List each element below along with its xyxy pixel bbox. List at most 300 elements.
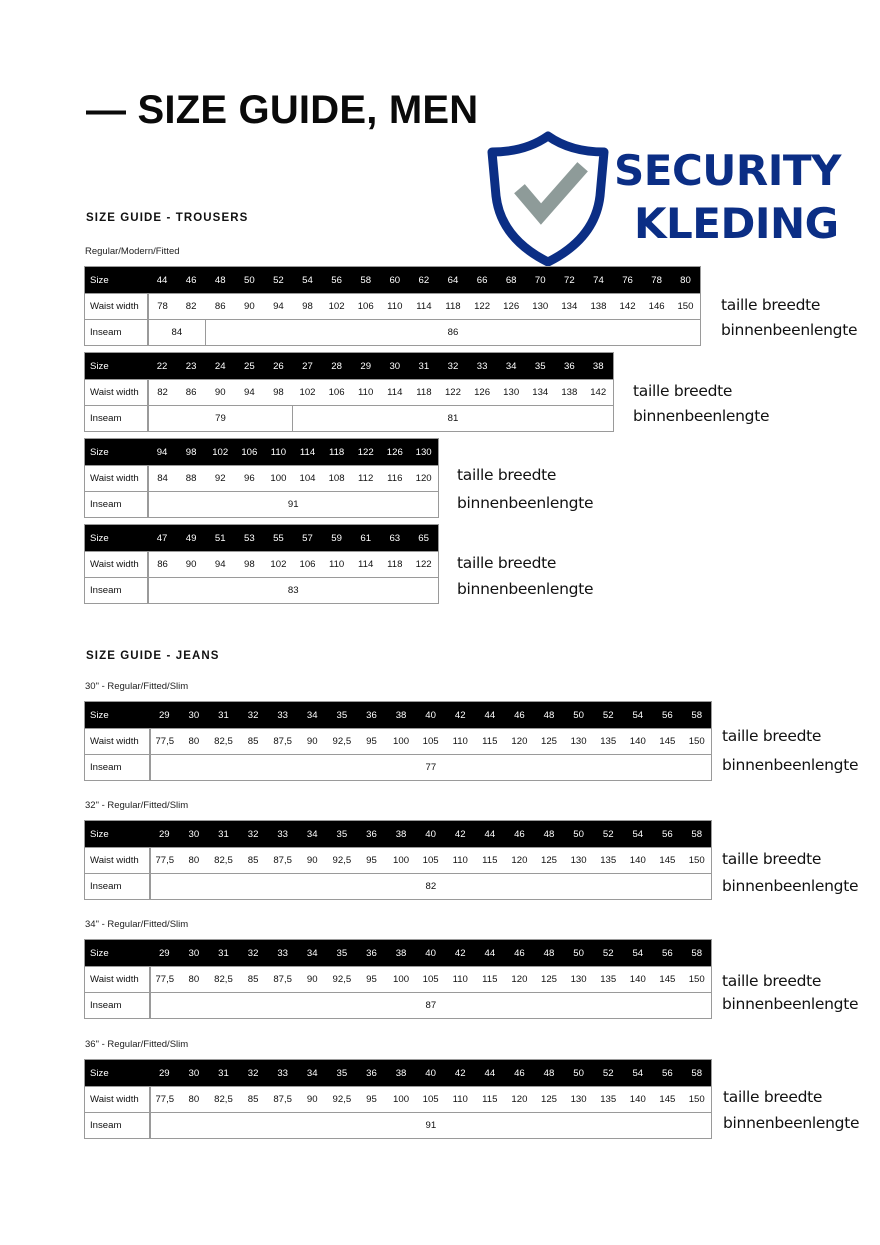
inseam-label: Inseam (85, 320, 148, 346)
waist-cell: 77,5 (150, 1087, 180, 1113)
size-label: Size (85, 525, 148, 552)
size-cell: 42 (445, 821, 475, 848)
inseam-row (85, 874, 712, 900)
size-cell: 38 (584, 353, 613, 380)
waist-note: taille breedte (723, 1088, 823, 1106)
size-cell: 61 (351, 525, 380, 552)
size-cell: 34 (297, 702, 327, 729)
size-cell: 68 (497, 267, 526, 294)
size-cell: 38 (386, 1060, 416, 1087)
waist-cell: 140 (623, 729, 653, 755)
waist-cell: 90 (297, 1087, 327, 1113)
waist-cell: 135 (593, 729, 623, 755)
size-cell: 42 (445, 1060, 475, 1087)
inseam-cell: 81 (293, 406, 613, 432)
waist-label: Waist width (85, 294, 148, 320)
inseam-row (85, 492, 439, 518)
waist-cell: 116 (380, 466, 409, 492)
size-cell: 98 (177, 439, 206, 466)
waist-cell: 87,5 (268, 848, 298, 874)
size-cell: 58 (682, 702, 712, 729)
logo-line-2: KLEDING (634, 199, 839, 248)
waist-cell: 135 (593, 967, 623, 993)
waist-cell: 110 (351, 380, 380, 406)
waist-cell: 98 (293, 294, 322, 320)
inseam-label: Inseam (85, 406, 148, 432)
waist-note: taille breedte (457, 466, 557, 484)
waist-cell: 106 (322, 380, 351, 406)
size-cell: 40 (416, 1060, 446, 1087)
size-cell: 44 (475, 940, 505, 967)
waist-note: taille breedte (722, 850, 822, 868)
size-cell: 33 (268, 1060, 298, 1087)
waist-cell: 138 (555, 380, 584, 406)
waist-cell: 138 (584, 294, 613, 320)
size-cell: 38 (386, 821, 416, 848)
waist-cell: 112 (351, 466, 380, 492)
waist-cell: 98 (264, 380, 293, 406)
waist-cell: 110 (322, 552, 351, 578)
waist-cell: 82 (177, 294, 206, 320)
size-cell: 24 (206, 353, 235, 380)
size-cell: 36 (357, 1060, 387, 1087)
waist-cell: 115 (475, 848, 505, 874)
size-cell: 50 (235, 267, 264, 294)
waist-cell: 130 (564, 967, 594, 993)
waist-cell: 120 (505, 848, 535, 874)
size-cell: 60 (380, 267, 409, 294)
size-cell: 110 (264, 439, 293, 466)
waist-cell: 80 (179, 1087, 209, 1113)
waist-cell: 78 (148, 294, 177, 320)
size-cell: 32 (238, 821, 268, 848)
trousers-heading: SIZE GUIDE - TROUSERS (86, 212, 249, 224)
waist-cell: 134 (555, 294, 584, 320)
size-row (85, 267, 701, 294)
size-cell: 78 (642, 267, 671, 294)
waist-cell: 102 (322, 294, 351, 320)
waist-cell: 105 (416, 1087, 446, 1113)
waist-label: Waist width (85, 967, 150, 993)
waist-cell: 140 (623, 967, 653, 993)
size-cell: 54 (623, 940, 653, 967)
waist-cell: 110 (445, 729, 475, 755)
waist-cell: 145 (653, 848, 683, 874)
size-cell: 54 (293, 267, 322, 294)
waist-cell: 86 (177, 380, 206, 406)
waist-cell: 140 (623, 848, 653, 874)
inseam-label: Inseam (85, 755, 150, 781)
size-cell: 49 (177, 525, 206, 552)
size-cell: 29 (150, 702, 180, 729)
size-cell: 36 (357, 821, 387, 848)
size-cell: 42 (445, 702, 475, 729)
size-cell: 56 (653, 702, 683, 729)
size-cell: 50 (564, 940, 594, 967)
inseam-cell: 77 (150, 755, 712, 781)
size-cell: 36 (357, 940, 387, 967)
inseam-cell: 91 (148, 492, 439, 518)
waist-cell: 85 (238, 1087, 268, 1113)
size-cell: 35 (327, 821, 357, 848)
size-cell: 72 (555, 267, 584, 294)
size-cell: 63 (380, 525, 409, 552)
waist-cell: 115 (475, 1087, 505, 1113)
logo-line-1: SECURITY (614, 146, 841, 195)
size-cell: 52 (593, 1060, 623, 1087)
trousers-size-table (84, 266, 701, 346)
size-cell: 114 (293, 439, 322, 466)
size-cell: 34 (497, 353, 526, 380)
waist-cell: 77,5 (150, 729, 180, 755)
waist-cell: 90 (297, 729, 327, 755)
size-cell: 58 (682, 821, 712, 848)
waist-cell: 100 (386, 848, 416, 874)
waist-note: taille breedte (722, 972, 822, 990)
size-cell: 76 (613, 267, 642, 294)
inseam-cell: 91 (150, 1113, 712, 1139)
waist-cell: 90 (177, 552, 206, 578)
waist-label: Waist width (85, 729, 150, 755)
waist-row (85, 466, 439, 492)
size-cell: 53 (235, 525, 264, 552)
waist-cell: 120 (505, 1087, 535, 1113)
inseam-note: binnenbeenlengte (457, 580, 594, 598)
waist-cell: 150 (671, 294, 700, 320)
waist-cell: 84 (148, 466, 177, 492)
waist-cell: 82 (148, 380, 177, 406)
inseam-label: Inseam (85, 578, 148, 604)
waist-cell: 110 (445, 1087, 475, 1113)
waist-cell: 77,5 (150, 967, 180, 993)
size-cell: 40 (416, 702, 446, 729)
size-cell: 54 (623, 1060, 653, 1087)
waist-cell: 145 (653, 729, 683, 755)
size-cell: 22 (148, 353, 177, 380)
security-kleding-logo (486, 128, 866, 268)
waist-cell: 100 (386, 967, 416, 993)
waist-cell: 125 (534, 967, 564, 993)
size-label: Size (85, 821, 150, 848)
waist-cell: 105 (416, 848, 446, 874)
waist-cell: 118 (438, 294, 467, 320)
waist-cell: 125 (534, 848, 564, 874)
inseam-row (85, 578, 439, 604)
waist-cell: 130 (497, 380, 526, 406)
check-mark (524, 172, 578, 214)
inseam-row (85, 755, 712, 781)
size-cell: 94 (148, 439, 177, 466)
inseam-row (85, 406, 614, 432)
waist-cell: 134 (526, 380, 555, 406)
size-cell: 30 (179, 821, 209, 848)
trousers-subheading: Regular/Modern/Fitted (85, 246, 180, 257)
waist-note: taille breedte (721, 296, 821, 314)
waist-cell: 87,5 (268, 967, 298, 993)
size-cell: 50 (564, 821, 594, 848)
size-cell: 52 (593, 821, 623, 848)
waist-cell: 80 (179, 729, 209, 755)
waist-cell: 118 (380, 552, 409, 578)
size-cell: 34 (297, 940, 327, 967)
size-cell: 48 (534, 1060, 564, 1087)
size-cell: 56 (322, 267, 351, 294)
waist-cell: 82,5 (209, 1087, 239, 1113)
waist-row (85, 294, 701, 320)
size-cell: 59 (322, 525, 351, 552)
size-cell: 44 (475, 821, 505, 848)
waist-cell: 110 (445, 848, 475, 874)
jeans-table-0-subheading: 30" - Regular/Fitted/Slim (85, 681, 189, 692)
size-cell: 46 (505, 1060, 535, 1087)
size-row (85, 702, 712, 729)
size-cell: 47 (148, 525, 177, 552)
waist-cell: 150 (682, 1087, 712, 1113)
waist-cell: 92,5 (327, 848, 357, 874)
waist-cell: 98 (235, 552, 264, 578)
waist-cell: 95 (357, 967, 387, 993)
size-cell: 65 (409, 525, 438, 552)
waist-label: Waist width (85, 466, 148, 492)
waist-cell: 120 (409, 466, 438, 492)
size-label: Size (85, 940, 150, 967)
waist-cell: 102 (293, 380, 322, 406)
waist-cell: 90 (235, 294, 264, 320)
size-cell: 58 (682, 940, 712, 967)
waist-cell: 130 (526, 294, 555, 320)
size-cell: 38 (386, 940, 416, 967)
waist-label: Waist width (85, 552, 148, 578)
size-cell: 48 (534, 940, 564, 967)
waist-cell: 122 (409, 552, 438, 578)
size-cell: 28 (322, 353, 351, 380)
size-row (85, 1060, 712, 1087)
size-label: Size (85, 439, 148, 466)
inseam-label: Inseam (85, 492, 148, 518)
waist-cell: 142 (613, 294, 642, 320)
size-cell: 34 (297, 1060, 327, 1087)
inseam-row (85, 1113, 712, 1139)
waist-label: Waist width (85, 1087, 150, 1113)
waist-cell: 90 (206, 380, 235, 406)
waist-cell: 145 (653, 1087, 683, 1113)
waist-cell: 102 (264, 552, 293, 578)
waist-cell: 106 (293, 552, 322, 578)
waist-cell: 87,5 (268, 729, 298, 755)
waist-row (85, 729, 712, 755)
waist-cell: 92,5 (327, 1087, 357, 1113)
waist-label: Waist width (85, 380, 148, 406)
size-cell: 32 (438, 353, 467, 380)
waist-cell: 85 (238, 729, 268, 755)
size-cell: 51 (206, 525, 235, 552)
size-cell: 54 (623, 702, 653, 729)
size-cell: 30 (179, 702, 209, 729)
waist-cell: 82,5 (209, 967, 239, 993)
size-cell: 58 (682, 1060, 712, 1087)
waist-cell: 115 (475, 729, 505, 755)
waist-cell: 95 (357, 729, 387, 755)
size-cell: 57 (293, 525, 322, 552)
page-title: — SIZE GUIDE, MEN (86, 88, 479, 132)
size-cell: 52 (264, 267, 293, 294)
waist-cell: 140 (623, 1087, 653, 1113)
size-cell: 33 (268, 821, 298, 848)
waist-cell: 95 (357, 1087, 387, 1113)
waist-cell: 96 (235, 466, 264, 492)
jeans-table-1-subheading: 32" - Regular/Fitted/Slim (85, 800, 189, 811)
waist-cell: 114 (409, 294, 438, 320)
size-cell: 55 (264, 525, 293, 552)
size-cell: 36 (555, 353, 584, 380)
waist-cell: 105 (416, 729, 446, 755)
size-cell: 35 (327, 702, 357, 729)
waist-cell: 114 (351, 552, 380, 578)
waist-cell: 94 (206, 552, 235, 578)
size-cell: 48 (206, 267, 235, 294)
waist-cell: 100 (386, 1087, 416, 1113)
waist-cell: 115 (475, 967, 505, 993)
waist-cell: 146 (642, 294, 671, 320)
size-row (85, 353, 614, 380)
inseam-cell: 87 (150, 993, 712, 1019)
waist-cell: 87,5 (268, 1087, 298, 1113)
size-cell: 32 (238, 940, 268, 967)
size-cell: 54 (623, 821, 653, 848)
jeans-size-table (84, 820, 712, 900)
size-cell: 58 (351, 267, 380, 294)
size-cell: 33 (268, 940, 298, 967)
waist-cell: 90 (297, 848, 327, 874)
trousers-size-table (84, 352, 614, 432)
size-cell: 64 (438, 267, 467, 294)
size-cell: 46 (505, 702, 535, 729)
size-cell: 35 (327, 940, 357, 967)
waist-cell: 145 (653, 967, 683, 993)
size-label: Size (85, 1060, 150, 1087)
shield-check-icon (486, 128, 611, 268)
waist-cell: 100 (264, 466, 293, 492)
waist-cell: 120 (505, 967, 535, 993)
waist-row (85, 848, 712, 874)
waist-cell: 86 (148, 552, 177, 578)
size-cell: 38 (386, 702, 416, 729)
waist-cell: 110 (445, 967, 475, 993)
waist-cell: 110 (380, 294, 409, 320)
waist-cell: 92 (206, 466, 235, 492)
inseam-row (85, 320, 701, 346)
size-cell: 29 (150, 1060, 180, 1087)
size-cell: 74 (584, 267, 613, 294)
size-cell: 46 (505, 821, 535, 848)
waist-cell: 95 (357, 848, 387, 874)
size-cell: 48 (534, 702, 564, 729)
size-cell: 26 (264, 353, 293, 380)
waist-cell: 85 (238, 967, 268, 993)
waist-cell: 80 (179, 967, 209, 993)
waist-cell: 100 (386, 729, 416, 755)
waist-cell: 150 (682, 967, 712, 993)
jeans-size-table (84, 939, 712, 1019)
size-label: Size (85, 702, 150, 729)
size-cell: 62 (409, 267, 438, 294)
size-cell: 52 (593, 940, 623, 967)
waist-cell: 126 (468, 380, 497, 406)
inseam-label: Inseam (85, 993, 150, 1019)
size-cell: 56 (653, 821, 683, 848)
waist-cell: 94 (235, 380, 264, 406)
waist-cell: 118 (409, 380, 438, 406)
size-cell: 46 (177, 267, 206, 294)
waist-cell: 114 (380, 380, 409, 406)
inseam-row (85, 993, 712, 1019)
size-cell: 126 (380, 439, 409, 466)
waist-cell: 82,5 (209, 848, 239, 874)
size-cell: 106 (235, 439, 264, 466)
inseam-label: Inseam (85, 874, 150, 900)
size-cell: 31 (209, 940, 239, 967)
size-cell: 56 (653, 1060, 683, 1087)
inseam-cell: 86 (206, 320, 701, 346)
size-cell: 31 (209, 821, 239, 848)
size-cell: 66 (468, 267, 497, 294)
size-cell: 52 (593, 702, 623, 729)
waist-cell: 125 (534, 1087, 564, 1113)
waist-cell: 150 (682, 729, 712, 755)
size-cell: 40 (416, 940, 446, 967)
inseam-note: binnenbeenlengte (723, 1114, 860, 1132)
waist-cell: 120 (505, 729, 535, 755)
inseam-note: binnenbeenlengte (722, 995, 859, 1013)
size-cell: 32 (238, 1060, 268, 1087)
size-cell: 29 (150, 940, 180, 967)
inseam-note: binnenbeenlengte (721, 321, 858, 339)
size-cell: 44 (475, 1060, 505, 1087)
waist-cell: 94 (264, 294, 293, 320)
inseam-label: Inseam (85, 1113, 150, 1139)
size-cell: 33 (468, 353, 497, 380)
waist-cell: 142 (584, 380, 613, 406)
waist-cell: 104 (293, 466, 322, 492)
waist-cell: 135 (593, 848, 623, 874)
inseam-cell: 82 (150, 874, 712, 900)
trousers-size-table (84, 524, 439, 604)
waist-cell: 122 (438, 380, 467, 406)
inseam-cell: 79 (148, 406, 293, 432)
size-cell: 102 (206, 439, 235, 466)
size-cell: 34 (297, 821, 327, 848)
waist-cell: 80 (179, 848, 209, 874)
size-label: Size (85, 267, 148, 294)
waist-cell: 105 (416, 967, 446, 993)
size-cell: 25 (235, 353, 264, 380)
size-cell: 32 (238, 702, 268, 729)
waist-cell: 92,5 (327, 967, 357, 993)
size-label: Size (85, 353, 148, 380)
jeans-size-table (84, 1059, 712, 1139)
size-cell: 70 (526, 267, 555, 294)
waist-note: taille breedte (457, 554, 557, 572)
size-cell: 31 (409, 353, 438, 380)
waist-cell: 77,5 (150, 848, 180, 874)
jeans-table-2-subheading: 34" - Regular/Fitted/Slim (85, 919, 189, 930)
size-cell: 33 (268, 702, 298, 729)
size-cell: 36 (357, 702, 387, 729)
size-cell: 35 (526, 353, 555, 380)
size-cell: 118 (322, 439, 351, 466)
size-cell: 29 (351, 353, 380, 380)
size-row (85, 525, 439, 552)
